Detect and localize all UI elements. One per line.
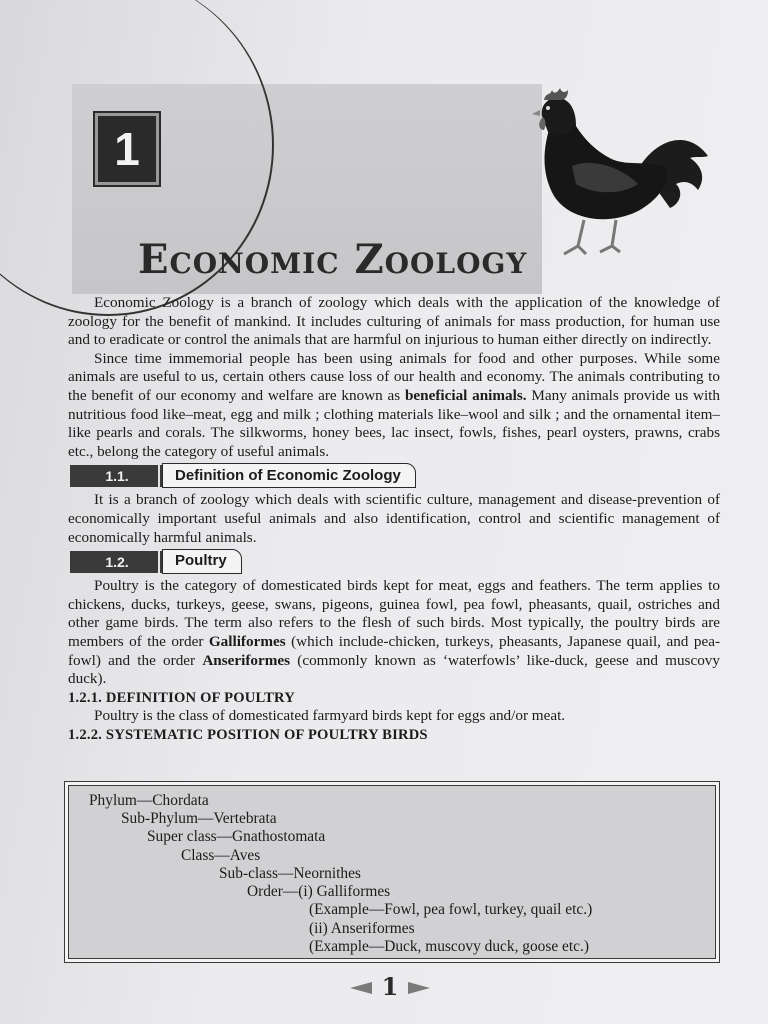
order-example-2: (Example—Duck, muscovy duck, goose etc.) — [309, 938, 589, 955]
section-number: 1.2. — [70, 551, 158, 573]
poultry-paragraph: Poultry is the category of domesticated birds kept for meat, eggs and feathers. The term applies to chickens, ducks, turkeys, geese, swans, pigeons, guinea fowl, pea fowl, pheasants, quail, ostriches and other game birds. The term also refers to the flesh of such birds. Most typically, the poultry birds are members of the order Galliformes (which include-chicken, turkeys, pheasants, Japanese quail, and pea-fowl) and the order Anseriformes (commonly known as ‘waterfowls’ like-duck, geese and muscovy duck). — [68, 577, 720, 688]
taxon-subphylum: Sub-Phylum—Vertebrata — [121, 810, 277, 827]
section-title: Poultry — [162, 549, 242, 574]
chapter-number: 1 — [114, 123, 140, 175]
beneficial-animals-term: beneficial animals. — [404, 386, 527, 404]
chapter-body — [68, 294, 720, 744]
chapter-title: Economic Zoology — [138, 236, 528, 283]
poultry-definition-text: Poultry is the class of domesticated farmyard birds kept for eggs and/or meat. — [94, 707, 566, 725]
intro-paragraph-2: Since time immemorial people has been using animals for food and other purposes. While some animals are useful to us, certain others cause loss of our health and economy. The animals contributing to the benefit of our economy and welfare are known as beneficial animals. Many animals provide us with nutritious food like–meat, egg and milk ; clothing materials like–wool and silk ; and the ornamental item–like pearls and corals. The silkworms, honey bees, lac insect, fowls, fishes, pearl oysters, prawns, crabs etc., belong the category of useful animals. — [68, 349, 721, 460]
subsection-heading-1-2-2: 1.2.2. SYSTEMATIC POSITION OF POULTRY BIRDS — [68, 726, 428, 743]
subsection-heading-1-2-1: 1.2.1. DEFINITION OF POULTRY — [68, 689, 295, 706]
definition-paragraph: It is a branch of zoology which deals with scientific culture, management and disease-prevention of economically important useful animals and also identification, control and scientific management of economically harmful animals. — [68, 491, 720, 546]
chapter-number-box — [95, 113, 159, 185]
taxon-phylum: Phylum—Chordata — [89, 792, 209, 809]
left-arrow-ornament-icon — [350, 982, 372, 994]
taxon-class: Class—Aves — [181, 847, 261, 864]
page-number: 1 — [381, 972, 399, 1001]
order-example-1: (Example—Fowl, pea fowl, turkey, quail etc.) — [309, 901, 593, 918]
section-title: Definition of Economic Zoology — [162, 463, 416, 488]
taxon-subclass: Sub-class—Neornithes — [219, 865, 361, 882]
right-arrow-ornament-icon — [408, 982, 430, 994]
taxon-order: Order—(i) Galliformes — [247, 883, 391, 900]
order-2: (ii) Anseriformes — [309, 920, 415, 937]
rooster-illustration — [520, 86, 716, 262]
page-footer — [350, 974, 430, 1000]
systematic-position-box — [64, 781, 720, 963]
section-number: 1.1. — [70, 465, 158, 487]
intro-paragraph-1: Economic Zoology is a branch of zoology which deals with the application of the knowledge of zoology for the benefit of mankind. It includes culturing of animals for mass production, for human use and to eradicate or control the animals that are harmful on injurious to human either directly on indirectly. — [68, 294, 720, 349]
taxon-superclass: Super class—Gnathostomata — [147, 828, 326, 845]
section-heading-1-2 — [68, 549, 720, 576]
section-heading-1-1 — [68, 463, 720, 490]
